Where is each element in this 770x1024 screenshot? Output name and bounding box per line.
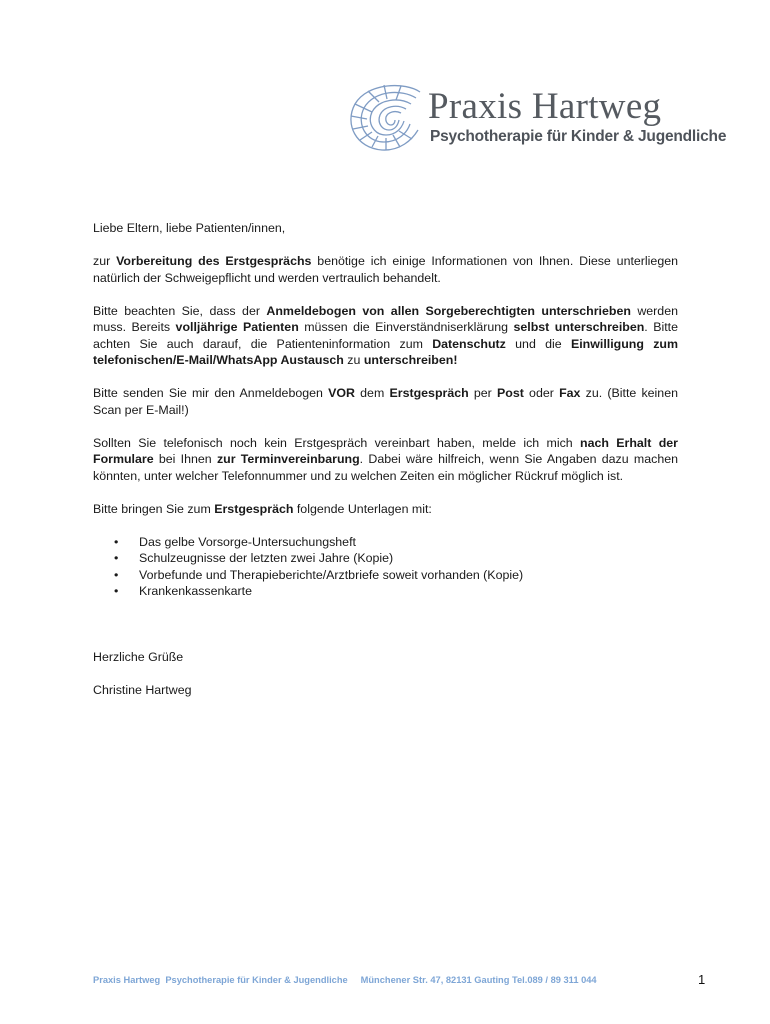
page-number: 1 — [698, 972, 706, 987]
paragraph-documents: Bitte bringen Sie zum Erstgespräch folgende Unterlagen mit: — [93, 501, 432, 516]
paragraph-preparation: zur Vorbereitung des Erstgesprächs benötige ich einige Informationen von Ihnen. Diese unterliegen natürlich der Schweigepflicht und werden vertraulich behandelt. — [93, 254, 678, 285]
footer-address: Praxis Hartweg Psychotherapie für Kinder & Jugendliche Münchener Str. 47, 82131 Gauting Tel.089 / 89 311 044 — [93, 975, 597, 985]
letter-body — [93, 220, 678, 715]
list-item: • Das gelbe Vorsorge-Untersuchungsheft — [114, 534, 356, 549]
practice-subtitle: Psychotherapie für Kinder & Jugendliche — [430, 128, 727, 145]
documents-list — [93, 534, 678, 600]
nautilus-shell-icon — [346, 84, 426, 154]
signature: Christine Hartweg — [93, 683, 192, 697]
list-item: • Vorbefunde und Therapieberichte/Arztbriefe soweit vorhanden (Kopie) — [114, 567, 524, 582]
bullet-icon: • — [114, 584, 119, 598]
bullet-icon: • — [114, 551, 119, 565]
salutation: Liebe Eltern, liebe Patienten/innen, — [93, 221, 286, 235]
paragraph-sending: Bitte senden Sie mir den Anmeldebogen VOR dem Erstgespräch per Post oder Fax zu. (Bitte keinen Scan per E-Mail!) — [93, 386, 678, 417]
list-item: • Krankenkassenkarte — [114, 584, 252, 598]
closing: Herzliche Grüße — [93, 650, 184, 664]
practice-name: Praxis Hartweg — [428, 86, 662, 127]
practice-logo — [346, 84, 727, 154]
bullet-icon: • — [114, 534, 119, 549]
paragraph-signatures: Bitte beachten Sie, dass der Anmeldebogen von allen Sorgeberechtigten unterschrieben werden muss. Bereits volljährige Patienten müssen die Einverständniserklärung selbst unterschreiben. Bitte achten Sie auch darauf, die Patienteninformation zum Datenschutz und die Einwilligung zum telefonischen/E-Mail/WhatsApp Austausch zu unterschreiben! — [93, 303, 679, 367]
paragraph-appointment: Sollten Sie telefonisch noch kein Erstgespräch vereinbart haben, melde ich mich nach Erhalt der Formulare bei Ihnen zur Terminvereinbarung. Dabei wäre hilfreich, wenn Sie Angaben dazu machen könnten, unter welcher Telefonnummer und zu welchen Zeiten ein möglicher Rückruf möglich ist. — [93, 435, 678, 483]
list-item: • Schulzeugnisse der letzten zwei Jahre (Kopie) — [114, 551, 394, 565]
bullet-icon: • — [114, 567, 119, 582]
